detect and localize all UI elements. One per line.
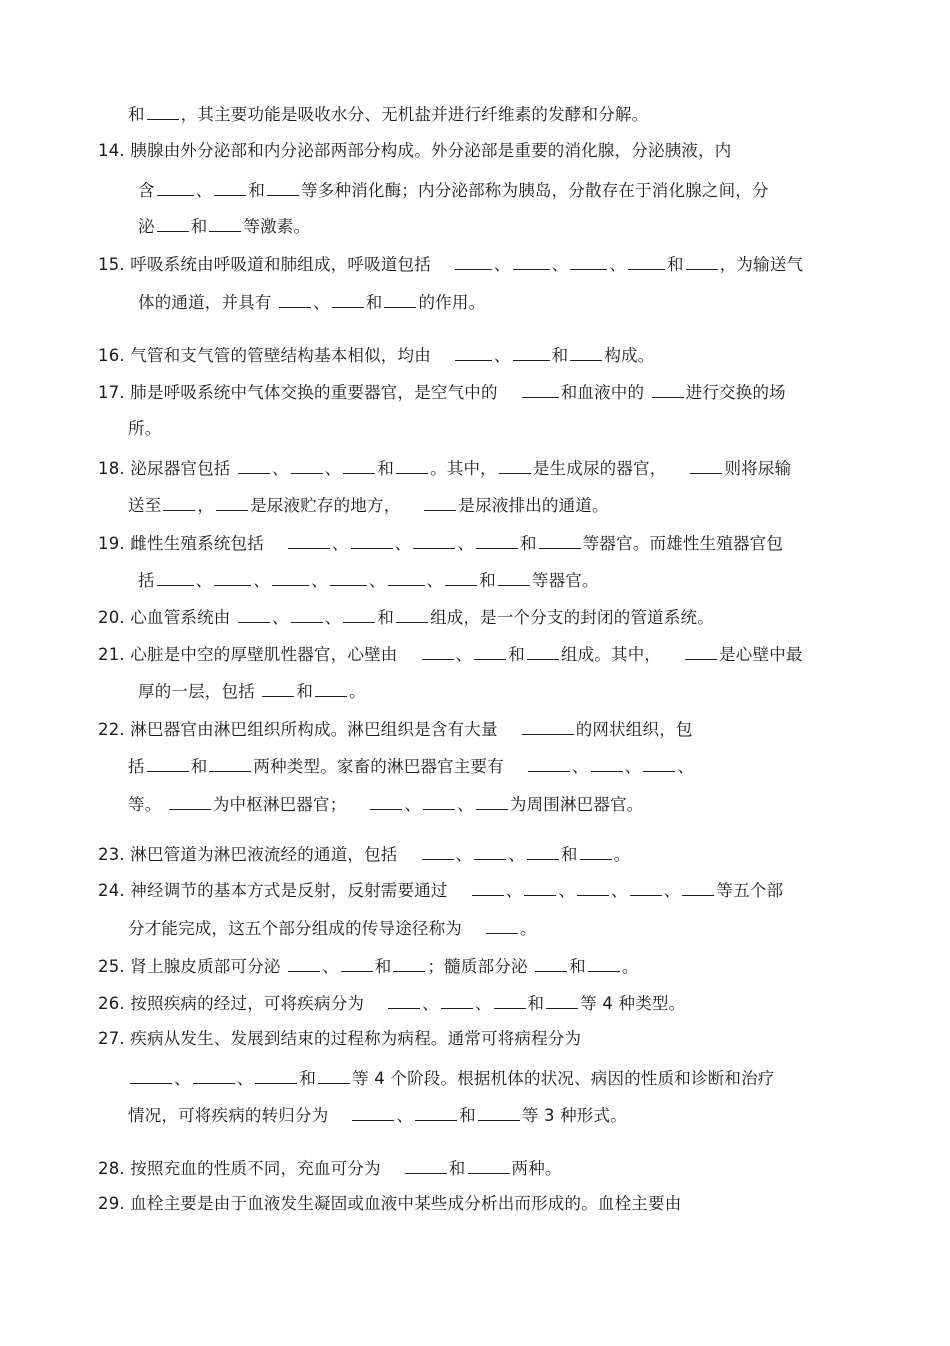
text: 和: [508, 645, 525, 664]
answer-blank[interactable]: [478, 1103, 520, 1121]
text: 组成。其中，: [560, 645, 662, 664]
answer-blank[interactable]: [455, 343, 492, 361]
answer-blank[interactable]: [388, 568, 425, 586]
question-17-line-2: [128, 418, 161, 440]
question-number: 17.: [98, 383, 125, 402]
text: 、: [236, 1069, 254, 1088]
question-number: 29.: [98, 1194, 125, 1213]
question-text: 按照充血的性质不同，充血可分为: [130, 1159, 381, 1178]
question-text: 淋巴器官由淋巴组织所构成。淋巴组织是含有大量: [130, 720, 498, 739]
answer-blank[interactable]: [351, 531, 393, 549]
answer-blank[interactable]: [682, 878, 714, 896]
text: 等 4 种类型。: [580, 994, 686, 1013]
answer-blank[interactable]: [330, 568, 367, 586]
text: 、: [271, 459, 289, 478]
text: 、: [322, 957, 339, 976]
answer-blank[interactable]: [352, 1103, 394, 1121]
text: 。: [621, 957, 639, 976]
q13-tail-line: [128, 102, 648, 126]
text: ，其主要功能是吸收水分、无机盐并进行纤维素的发酵和分解。: [180, 105, 649, 124]
text: 、: [474, 994, 492, 1013]
question-number: 27.: [98, 1029, 125, 1048]
text: 组成，是一个分支的封闭的管道系统。: [430, 608, 714, 627]
question-19-line-1: [98, 531, 783, 555]
question-text: 淋巴管道为淋巴液流经的通道，包括: [130, 845, 398, 864]
answer-blank[interactable]: [396, 456, 428, 474]
answer-blank[interactable]: [528, 754, 570, 772]
text: 和: [296, 682, 314, 701]
question-24-line-1: [98, 878, 783, 902]
answer-blank[interactable]: [494, 991, 526, 1009]
text: 和: [520, 534, 537, 553]
question-16: [98, 343, 654, 367]
answer-blank[interactable]: [341, 954, 373, 972]
text: 等 4 个阶段。根据机体的状况、病因的性质和诊断和治疗: [352, 1069, 775, 1088]
question-27-line-1: [98, 1028, 581, 1050]
answer-blank[interactable]: [130, 1066, 172, 1084]
question-22-line-1: [98, 717, 693, 741]
answer-blank[interactable]: [147, 102, 179, 120]
text: 和: [248, 181, 266, 200]
answer-blank[interactable]: [580, 842, 612, 860]
text: 、: [271, 608, 289, 627]
answer-blank[interactable]: [468, 1156, 510, 1174]
answer-blank[interactable]: [291, 456, 323, 474]
text: 和: [128, 105, 145, 124]
text: 、: [368, 571, 386, 590]
text: 和血液中的: [560, 383, 645, 402]
text: 、: [324, 608, 342, 627]
text: 、: [396, 1106, 414, 1125]
text: 、: [457, 534, 475, 553]
text: 、: [624, 757, 642, 776]
answer-blank[interactable]: [272, 568, 309, 586]
answer-blank[interactable]: [169, 792, 211, 810]
text: 。: [349, 682, 366, 701]
answer-blank[interactable]: [214, 568, 251, 586]
answer-blank[interactable]: [396, 605, 428, 623]
text: 、: [311, 571, 328, 590]
text: 、: [677, 757, 695, 776]
question-24-line-2: [128, 916, 537, 940]
text: 构成。: [604, 346, 655, 365]
answer-blank[interactable]: [291, 605, 323, 623]
answer-blank[interactable]: [262, 679, 294, 697]
text: 、: [422, 994, 439, 1013]
answer-blank[interactable]: [157, 568, 194, 586]
answer-blank[interactable]: [527, 842, 559, 860]
answer-blank[interactable]: [318, 1066, 350, 1084]
text: 、: [455, 845, 473, 864]
question-25: [98, 954, 639, 978]
answer-blank[interactable]: [388, 991, 420, 1009]
answer-blank[interactable]: [628, 252, 665, 270]
text: 厚的一层，包括: [138, 682, 255, 701]
text: 的网状组织，包: [575, 720, 693, 739]
question-27-line-3: [128, 1103, 627, 1127]
question-21-line-1: [98, 642, 803, 666]
question-27-line-2: [128, 1066, 775, 1090]
answer-blank[interactable]: [209, 754, 251, 772]
answer-blank[interactable]: [343, 605, 375, 623]
text: 和: [377, 459, 395, 478]
question-22-line-2: [128, 754, 694, 778]
answer-blank[interactable]: [685, 642, 717, 660]
text: 送至: [128, 496, 162, 515]
question-text: 神经调节的基本方式是反射，反射需要通过: [130, 881, 448, 900]
text: 等五个部: [716, 881, 784, 900]
question-text: 泌尿器官包括: [130, 459, 231, 478]
question-18-line-2: [128, 493, 609, 517]
text: 、: [426, 571, 444, 590]
answer-blank[interactable]: [279, 290, 311, 308]
question-text: 呼吸系统由呼吸道和肺组成，呼吸道包括: [130, 255, 431, 274]
text: 则将尿输: [724, 459, 792, 478]
text: 和: [479, 571, 496, 590]
question-28: [98, 1156, 562, 1180]
question-text: 雌性生殖系统包括: [130, 534, 264, 553]
answer-blank[interactable]: [238, 456, 270, 474]
text: 、: [195, 181, 213, 200]
text: 是生成尿的器官，: [532, 459, 667, 478]
question-text: 心血管系统由: [130, 608, 231, 627]
text: 括: [128, 757, 145, 776]
text: 。: [520, 919, 537, 938]
question-23: [98, 842, 630, 866]
text: 和: [190, 217, 208, 236]
text: 、: [505, 881, 523, 900]
question-number: 28.: [98, 1159, 125, 1178]
text: 和: [374, 957, 392, 976]
text: 和: [459, 1106, 476, 1125]
answer-blank[interactable]: [332, 290, 364, 308]
text: 分才能完成，这五个部分组成的传导途径称为: [128, 919, 462, 938]
text: 、: [174, 1069, 191, 1088]
question-26: [98, 991, 685, 1015]
text: 。: [613, 845, 631, 864]
text: 为周围淋巴器官。: [509, 795, 644, 814]
text: 等。: [128, 795, 162, 814]
answer-blank[interactable]: [422, 642, 454, 660]
answer-blank[interactable]: [476, 792, 508, 810]
answer-blank[interactable]: [455, 252, 492, 270]
text: 、: [493, 346, 511, 365]
answer-blank[interactable]: [445, 568, 477, 586]
text: 、: [493, 255, 511, 274]
text: 、: [551, 255, 569, 274]
question-number: 20.: [98, 608, 125, 627]
answer-blank[interactable]: [690, 456, 722, 474]
text: 是尿液贮存的地方，: [250, 496, 401, 515]
text: 、: [455, 645, 473, 664]
answer-blank[interactable]: [441, 991, 473, 1009]
text: 情况，可将疾病的转归分为: [128, 1106, 329, 1125]
text: ；髓质部分泌: [427, 957, 528, 976]
text: 为中枢淋巴器官；: [212, 795, 347, 814]
text: 泌: [138, 217, 155, 236]
text: 的作用。: [418, 293, 486, 312]
answer-blank[interactable]: [570, 343, 602, 361]
answer-blank[interactable]: [163, 493, 195, 511]
question-14-line-3: [138, 214, 310, 238]
answer-blank[interactable]: [405, 1156, 447, 1174]
answer-blank[interactable]: [524, 878, 556, 896]
answer-blank[interactable]: [343, 456, 375, 474]
text: 所。: [128, 419, 162, 438]
text: 、: [324, 459, 342, 478]
answer-blank[interactable]: [288, 531, 330, 549]
text: 等 3 种形式。: [521, 1106, 627, 1125]
answer-blank[interactable]: [370, 792, 402, 810]
question-text: 肺是呼吸系统中气体交换的重要器官，是空气中的: [130, 383, 498, 402]
question-number: 21.: [98, 645, 125, 664]
question-number: 14.: [98, 141, 125, 160]
question-number: 23.: [98, 845, 125, 864]
text: 和: [299, 1069, 317, 1088]
answer-blank[interactable]: [522, 380, 559, 398]
answer-blank[interactable]: [193, 1066, 235, 1084]
question-number: 15.: [98, 255, 125, 274]
answer-blank[interactable]: [630, 878, 662, 896]
text: 、: [571, 757, 589, 776]
answer-blank[interactable]: [422, 842, 454, 860]
text: 和: [377, 608, 395, 627]
text: 、: [394, 534, 412, 553]
answer-blank[interactable]: [267, 178, 299, 196]
question-number: 16.: [98, 346, 125, 365]
answer-blank[interactable]: [527, 642, 559, 660]
text: 和: [569, 957, 586, 976]
question-number: 24.: [98, 881, 125, 900]
question-14-line-2: [138, 178, 769, 202]
text: 、: [195, 571, 213, 590]
text: 、: [663, 881, 681, 900]
answer-blank[interactable]: [214, 178, 246, 196]
text: 是尿液排出的通道。: [458, 496, 609, 515]
question-text: 按照疾病的经过，可将疾病分为: [130, 994, 365, 1013]
question-18-line-1: [98, 456, 791, 480]
answer-blank[interactable]: [570, 252, 607, 270]
text: 和: [365, 293, 383, 312]
text: 、: [253, 571, 271, 590]
text: 括: [138, 571, 155, 590]
answer-blank[interactable]: [393, 954, 425, 972]
answer-blank[interactable]: [539, 531, 581, 549]
answer-blank[interactable]: [255, 1066, 297, 1084]
answer-blank[interactable]: [288, 954, 320, 972]
answer-blank[interactable]: [591, 754, 623, 772]
text: ，: [197, 496, 215, 515]
question-text: 心脏是中空的厚壁肌性器官，心壁由: [130, 645, 398, 664]
text: 。其中，: [430, 459, 497, 478]
answer-blank[interactable]: [415, 1103, 457, 1121]
answer-blank[interactable]: [423, 792, 455, 810]
question-text: 疾病从发生、发展到结束的过程称为病程。通常可将病程分为: [130, 1029, 582, 1048]
question-22-line-3: [128, 792, 643, 816]
text: 体的通道，并具有: [138, 293, 272, 312]
text: 、: [313, 293, 330, 312]
answer-blank[interactable]: [486, 916, 518, 934]
text: 进行交换的场: [685, 383, 786, 402]
answer-blank[interactable]: [384, 290, 416, 308]
answer-blank[interactable]: [474, 642, 506, 660]
answer-blank[interactable]: [157, 178, 194, 196]
text: 和: [551, 346, 569, 365]
answer-blank[interactable]: [588, 954, 620, 972]
answer-blank[interactable]: [498, 568, 530, 586]
question-text: 血栓主要是由于血液发生凝固或血液中某些成分析出而形成的。血栓主要由: [130, 1194, 682, 1213]
answer-blank[interactable]: [157, 214, 189, 232]
answer-blank[interactable]: [472, 878, 504, 896]
answer-blank[interactable]: [413, 531, 455, 549]
text: 两种类型。家畜的淋巴器官主要有: [253, 757, 504, 776]
answer-blank[interactable]: [513, 252, 550, 270]
answer-blank[interactable]: [499, 456, 531, 474]
answer-blank[interactable]: [535, 954, 567, 972]
question-29: [98, 1193, 681, 1215]
answer-blank[interactable]: [652, 380, 684, 398]
question-15-line-1: [98, 252, 803, 276]
answer-blank[interactable]: [474, 842, 506, 860]
text: 含: [138, 181, 155, 200]
text: ，为输送气: [719, 255, 804, 274]
question-15-line-2: [138, 290, 485, 314]
question-number: 26.: [98, 994, 125, 1013]
text: 和: [560, 845, 578, 864]
question-number: 25.: [98, 957, 125, 976]
text: 和: [667, 255, 684, 274]
question-21-line-2: [138, 679, 366, 703]
text: 和: [190, 757, 208, 776]
text: 等器官。: [531, 571, 599, 590]
question-14-line-1: [98, 140, 732, 162]
question-number: 22.: [98, 720, 125, 739]
text: 、: [609, 255, 627, 274]
question-number: 19.: [98, 534, 125, 553]
text: 是心壁中最: [719, 645, 803, 664]
text: 等激素。: [243, 217, 311, 236]
answer-blank[interactable]: [513, 343, 550, 361]
answer-blank[interactable]: [424, 493, 456, 511]
text: 、: [611, 881, 628, 900]
answer-blank[interactable]: [643, 754, 675, 772]
answer-blank[interactable]: [546, 991, 578, 1009]
question-20: [98, 605, 714, 629]
question-text: 胰腺由外分泌部和内分泌部两部分构成。外分泌部是重要的消化腺，分泌胰液，内: [130, 141, 732, 160]
answer-blank[interactable]: [209, 214, 241, 232]
text: 、: [508, 845, 525, 864]
answer-blank[interactable]: [577, 878, 609, 896]
answer-blank[interactable]: [147, 754, 189, 772]
answer-blank[interactable]: [686, 252, 718, 270]
text: 等器官。而雄性生殖器官包: [582, 534, 784, 553]
text: 等多种消化酶；内分泌部称为胰岛，分散存在于消化腺之间，分: [301, 181, 769, 200]
answer-blank[interactable]: [315, 679, 347, 697]
question-text: 肾上腺皮质部可分泌: [130, 957, 281, 976]
answer-blank[interactable]: [216, 493, 248, 511]
text: 两种。: [511, 1159, 562, 1178]
answer-blank[interactable]: [476, 531, 518, 549]
answer-blank[interactable]: [522, 717, 574, 735]
answer-blank[interactable]: [238, 605, 270, 623]
text: 和: [527, 994, 545, 1013]
text: 和: [448, 1159, 466, 1178]
question-19-line-2: [138, 568, 599, 592]
question-17-line-1: [98, 380, 786, 404]
text: 、: [558, 881, 576, 900]
text: 、: [404, 795, 422, 814]
question-number: 18.: [98, 459, 125, 478]
question-text: 气管和支气管的管壁结构基本相似，均由: [130, 346, 431, 365]
text: 、: [457, 795, 474, 814]
text: 、: [331, 534, 349, 553]
